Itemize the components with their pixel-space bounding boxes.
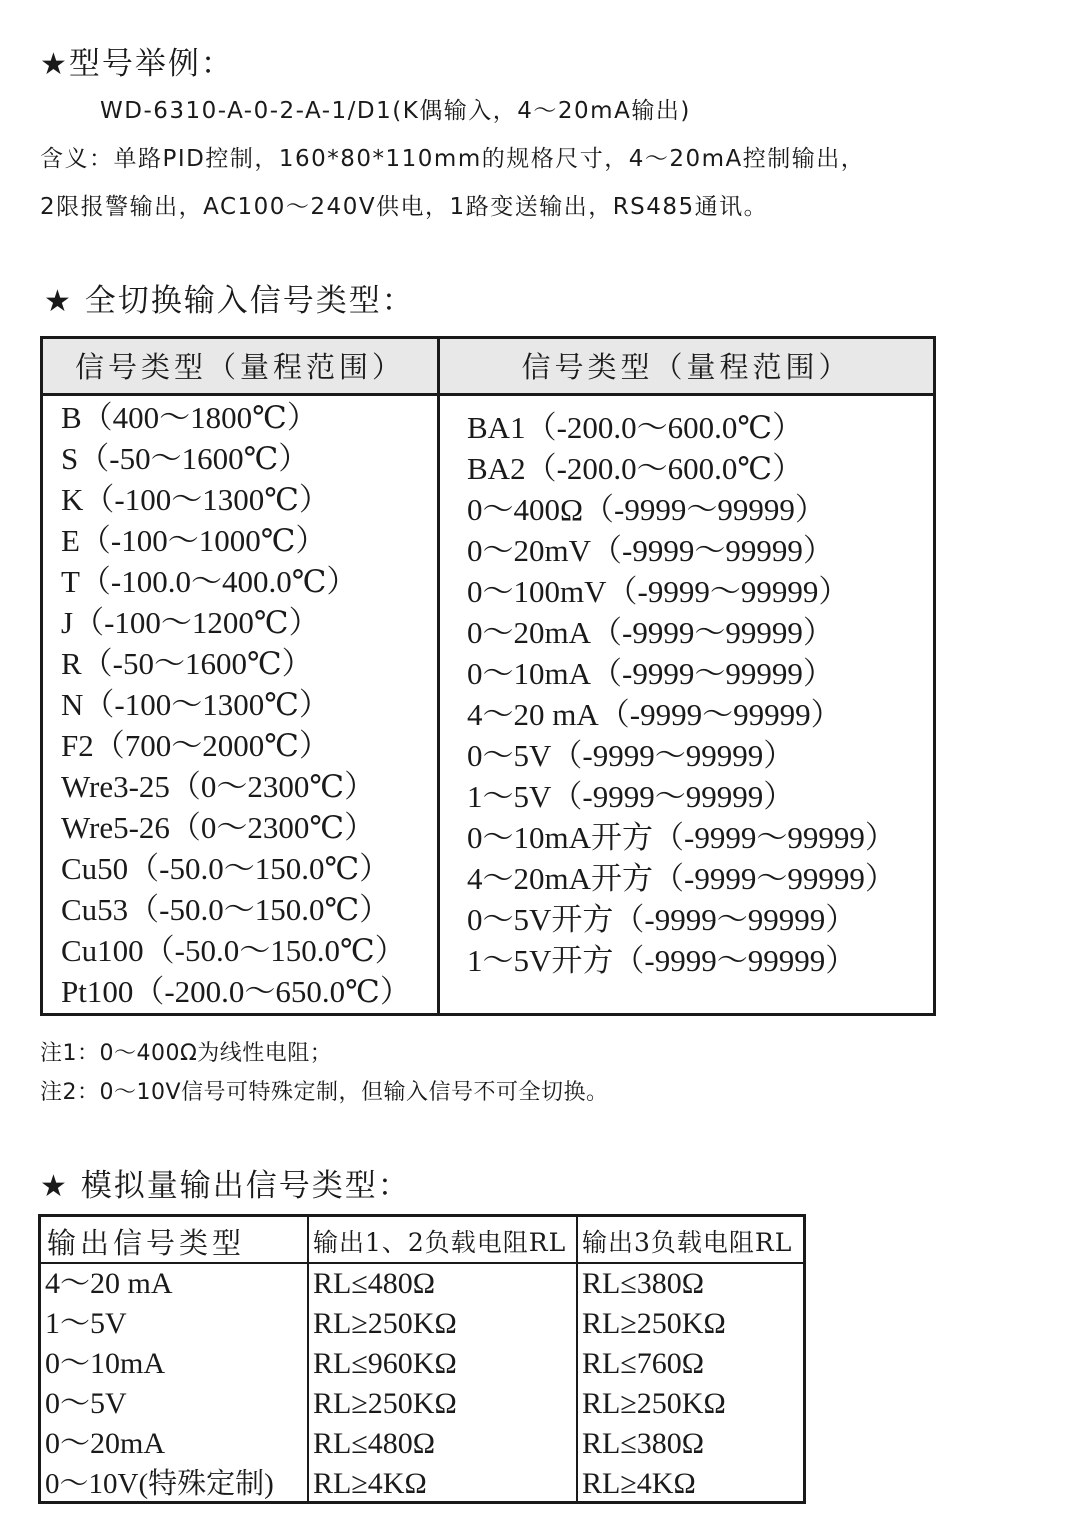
list-item: F2（700～2000℃） [61,728,330,763]
table-cell: RL≤480Ω [313,1427,436,1460]
input-heading-text: 全切换输入信号类型： [84,283,415,319]
list-item: 1～5V开方（-9999～99999） [467,943,857,978]
list-item: 0～20mA（-9999～99999） [467,615,834,650]
table-cell: 0～20mA [45,1427,165,1460]
list-item: Cu50（-50.0～150.0℃） [61,851,391,886]
input-heading [44,275,415,320]
table-cell: RL≥4KΩ [313,1467,427,1500]
header-signal-type: 输出信号类型 [47,1226,246,1260]
list-item: 0～10mA开方（-9999～99999） [467,820,896,855]
list-item: 0～5V开方（-9999～99999） [467,902,857,937]
output-heading-text: 模拟量输出信号类型： [80,1168,411,1204]
table-cell: 4～20 mA [45,1267,173,1300]
left-signal-list [61,397,411,1012]
header-output-1-2: 输出1、2负载电阻RL [313,1228,567,1257]
table-cell: 0～5V [45,1387,127,1420]
meaning-line-2: 2限报警输出，AC100～240V供电，1路变送输出，RS485通讯。 [40,194,769,220]
table-cell: RL≥250KΩ [582,1387,726,1420]
column-divider [576,1217,578,1501]
table-cell: RL≤380Ω [582,1267,705,1300]
list-item: N（-100～1300℃） [61,687,330,722]
list-item: R（-50～1600℃） [61,646,313,681]
table-cell: RL≤380Ω [582,1427,705,1460]
list-item: Pt100（-200.0～650.0℃） [61,974,411,1009]
column-divider [307,1217,309,1501]
list-item: Cu100（-50.0～150.0℃） [61,933,406,968]
list-item: Cu53（-50.0～150.0℃） [61,892,391,927]
list-item: 0～100mV（-9999～99999） [467,574,850,609]
right-signal-list [467,407,896,981]
list-item: S（-50～1600℃） [61,441,310,476]
column-divider [437,339,440,1013]
output-column-rl12 [313,1264,457,1504]
list-item: Wre5-26（0～2300℃） [61,810,376,845]
list-item: 1～5V（-9999～99999） [467,779,795,814]
table-cell: RL≥250KΩ [582,1307,726,1340]
table-cell: RL≥250KΩ [313,1387,457,1420]
table-cell: 1～5V [45,1307,127,1340]
table-cell: RL≥4KΩ [582,1467,696,1500]
output-column-rl3 [582,1264,726,1504]
list-item: 0～400Ω（-9999～99999） [467,492,826,527]
example-heading-text: 型号举例： [68,46,234,82]
list-item: T（-100.0～400.0℃） [61,564,358,599]
table-cell: RL≤960KΩ [313,1347,457,1380]
list-item: BA1（-200.0～600.0℃） [467,410,804,445]
header-output-3: 输出3负载电阻RL [582,1228,793,1257]
note-2: 注2：0～10V信号可特殊定制，但输入信号不可全切换。 [40,1080,609,1105]
list-item: BA2（-200.0～600.0℃） [467,451,804,486]
star-icon: ★ [40,1169,69,1204]
star-icon: ★ [44,284,73,319]
note-1: 注1：0～400Ω为线性电阻； [40,1041,333,1066]
star-icon: ★ [40,47,69,82]
list-item: 0～5V（-9999～99999） [467,738,795,773]
table-cell: RL≤480Ω [313,1267,436,1300]
list-item: 4～20mA开方（-9999～99999） [467,861,896,896]
table-cell: RL≥250KΩ [313,1307,457,1340]
list-item: 4～20 mA（-9999～99999） [467,697,842,732]
output-column-type [45,1264,274,1504]
list-item: 0～20mV（-9999～99999） [467,533,834,568]
meaning-line-1: 含义：单路PID控制，160*80*110mm的规格尺寸，4～20mA控制输出， [40,146,866,172]
header-right: 信号类型（量程范围） [521,350,852,384]
list-item: K（-100～1300℃） [61,482,330,517]
input-signal-table [40,336,936,1016]
table-cell: 0～10mA [45,1347,165,1380]
header-left: 信号类型（量程范围） [74,350,405,384]
table-cell: RL≤760Ω [582,1347,705,1380]
model-number: WD-6310-A-0-2-A-1/D1(K偶输入，4～20mA输出) [100,98,691,124]
list-item: J（-100～1200℃） [61,605,320,640]
example-heading [40,38,234,83]
list-item: Wre3-25（0～2300℃） [61,769,376,804]
table-cell: 0～10V(特殊定制) [45,1468,274,1500]
output-heading [40,1160,411,1205]
list-item: B（400～1800℃） [61,400,318,435]
list-item: E（-100～1000℃） [61,523,327,558]
output-signal-table [38,1214,806,1504]
list-item: 0～10mA（-9999～99999） [467,656,834,691]
